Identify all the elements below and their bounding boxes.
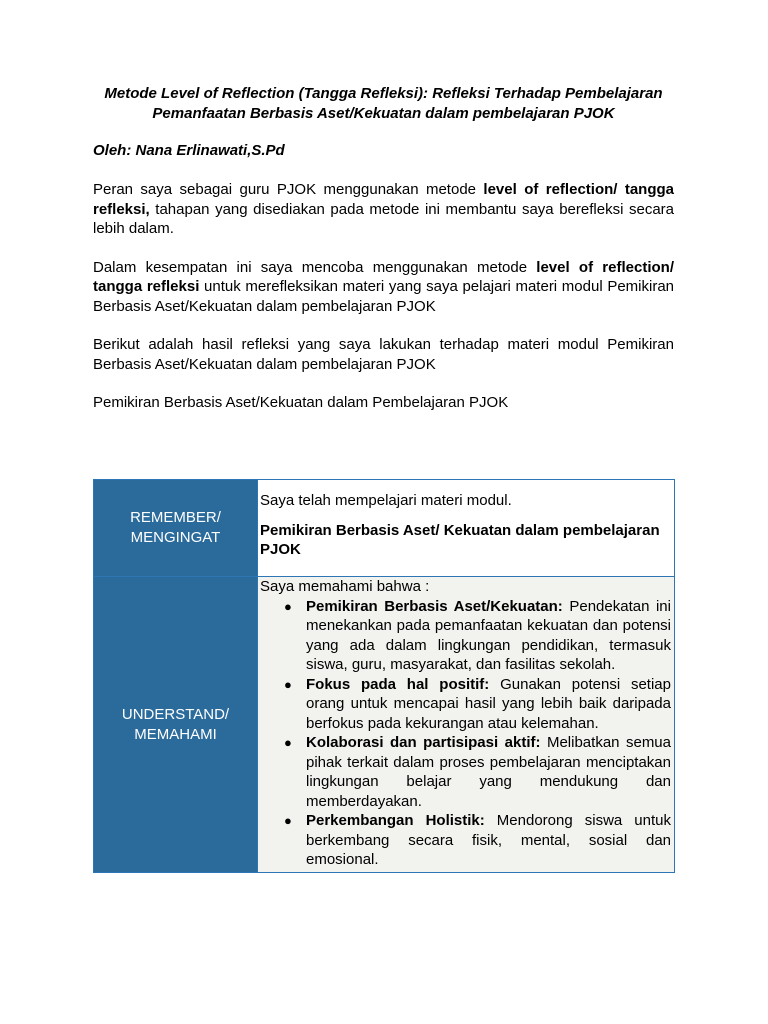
point-desc: Gunakan potensi setiap orang untuk mencapai hasil yang lebih baik daripada berfokus pada kekurangan atau kelemahan. [306,675,671,732]
bullet-icon: ● [284,813,292,828]
row-label-remember: REMEMBER/ MENGINGAT [94,480,258,577]
row-content-remember [258,480,675,577]
table-row-understand [94,577,675,873]
paragraph-1-bold: level of reflection/ tangga refleksi, [93,181,675,218]
understand-points [260,597,671,870]
list-item [284,811,671,870]
paragraph-1 [93,180,674,239]
paragraph-3: Berikut adalah hasil refleksi yang saya lakukan terhadap materi modul Pemikiran Berbasis Aset/Kekuatan dalam pembelajaran PJOK [93,336,674,373]
paragraph-2-text-end: untuk merefleksikan materi yang saya pelajari materi modul Pemikiran Berbasis Aset/Kekuatan dalam pembelajaran PJOK [93,278,675,315]
author-line: Oleh: Nana Erlinawati,S.Pd [93,142,285,159]
bullet-icon: ● [284,598,292,614]
paragraph-4: Pemikiran Berbasis Aset/Kekuatan dalam Pembelajaran PJOK [93,394,509,411]
point-term: Perkembangan Holistik: [306,812,485,829]
table-row-remember [94,480,675,577]
bullet-icon: ● [284,676,292,692]
point-term: Pemikiran Berbasis Aset/Kekuatan: [306,597,563,615]
bullet-icon: ● [284,735,292,750]
paragraph-1-text-end: tahapan yang disediakan pada metode ini membantu saya berefleksi secara lebih dalam. [93,200,674,237]
list-item [284,733,671,811]
understand-intro: Saya memahami bahwa : [260,578,430,595]
point-term: Fokus pada hal positif: [306,675,490,693]
paragraph-2-bold: level of reflection/ tangga refleksi [93,258,674,295]
document-title: Metode Level of Reflection (Tangga Refleksi): Refleksi Terhadap Pembelajaran Pemanfaatan Berbasis Aset/Kekuatan dalam pembelajaran PJOK [104,85,663,122]
row-content-understand [258,577,675,873]
point-desc: Pendekatan ini menekankan pada pemanfaatan kekuatan dan potensi yang ada dalam lingkungan pendidikan, termasuk siswa, guru, masyarakat, dan fasilitas sekolah. [306,597,671,673]
row-label-understand: UNDERSTAND/ MEMAHAMI [94,577,258,873]
reflection-table [93,479,675,873]
list-item [284,675,671,734]
paragraph-1-text: Peran saya sebagai guru PJOK menggunakan metode [93,181,484,198]
point-desc: Melibatkan semua pihak terkait dalam proses pembelajaran menciptakan lingkungan belajar yang mendukung dan memberdayakan. [306,734,671,810]
remember-line-1: Saya telah mempelajari materi modul. [260,492,512,509]
paragraph-2-text: Dalam kesempatan ini saya mencoba menggunakan metode [93,258,537,276]
list-item [284,597,671,675]
paragraph-2 [93,258,674,317]
point-desc: Mendorong siswa untuk berkembang secara fisik, mental, sosial dan emosional. [306,812,671,868]
point-term: Kolaborasi dan partisipasi aktif: [306,734,541,751]
remember-line-2: Pemikiran Berbasis Aset/ Kekuatan dalam pembelajaran PJOK [260,521,660,558]
document-body [93,84,674,413]
